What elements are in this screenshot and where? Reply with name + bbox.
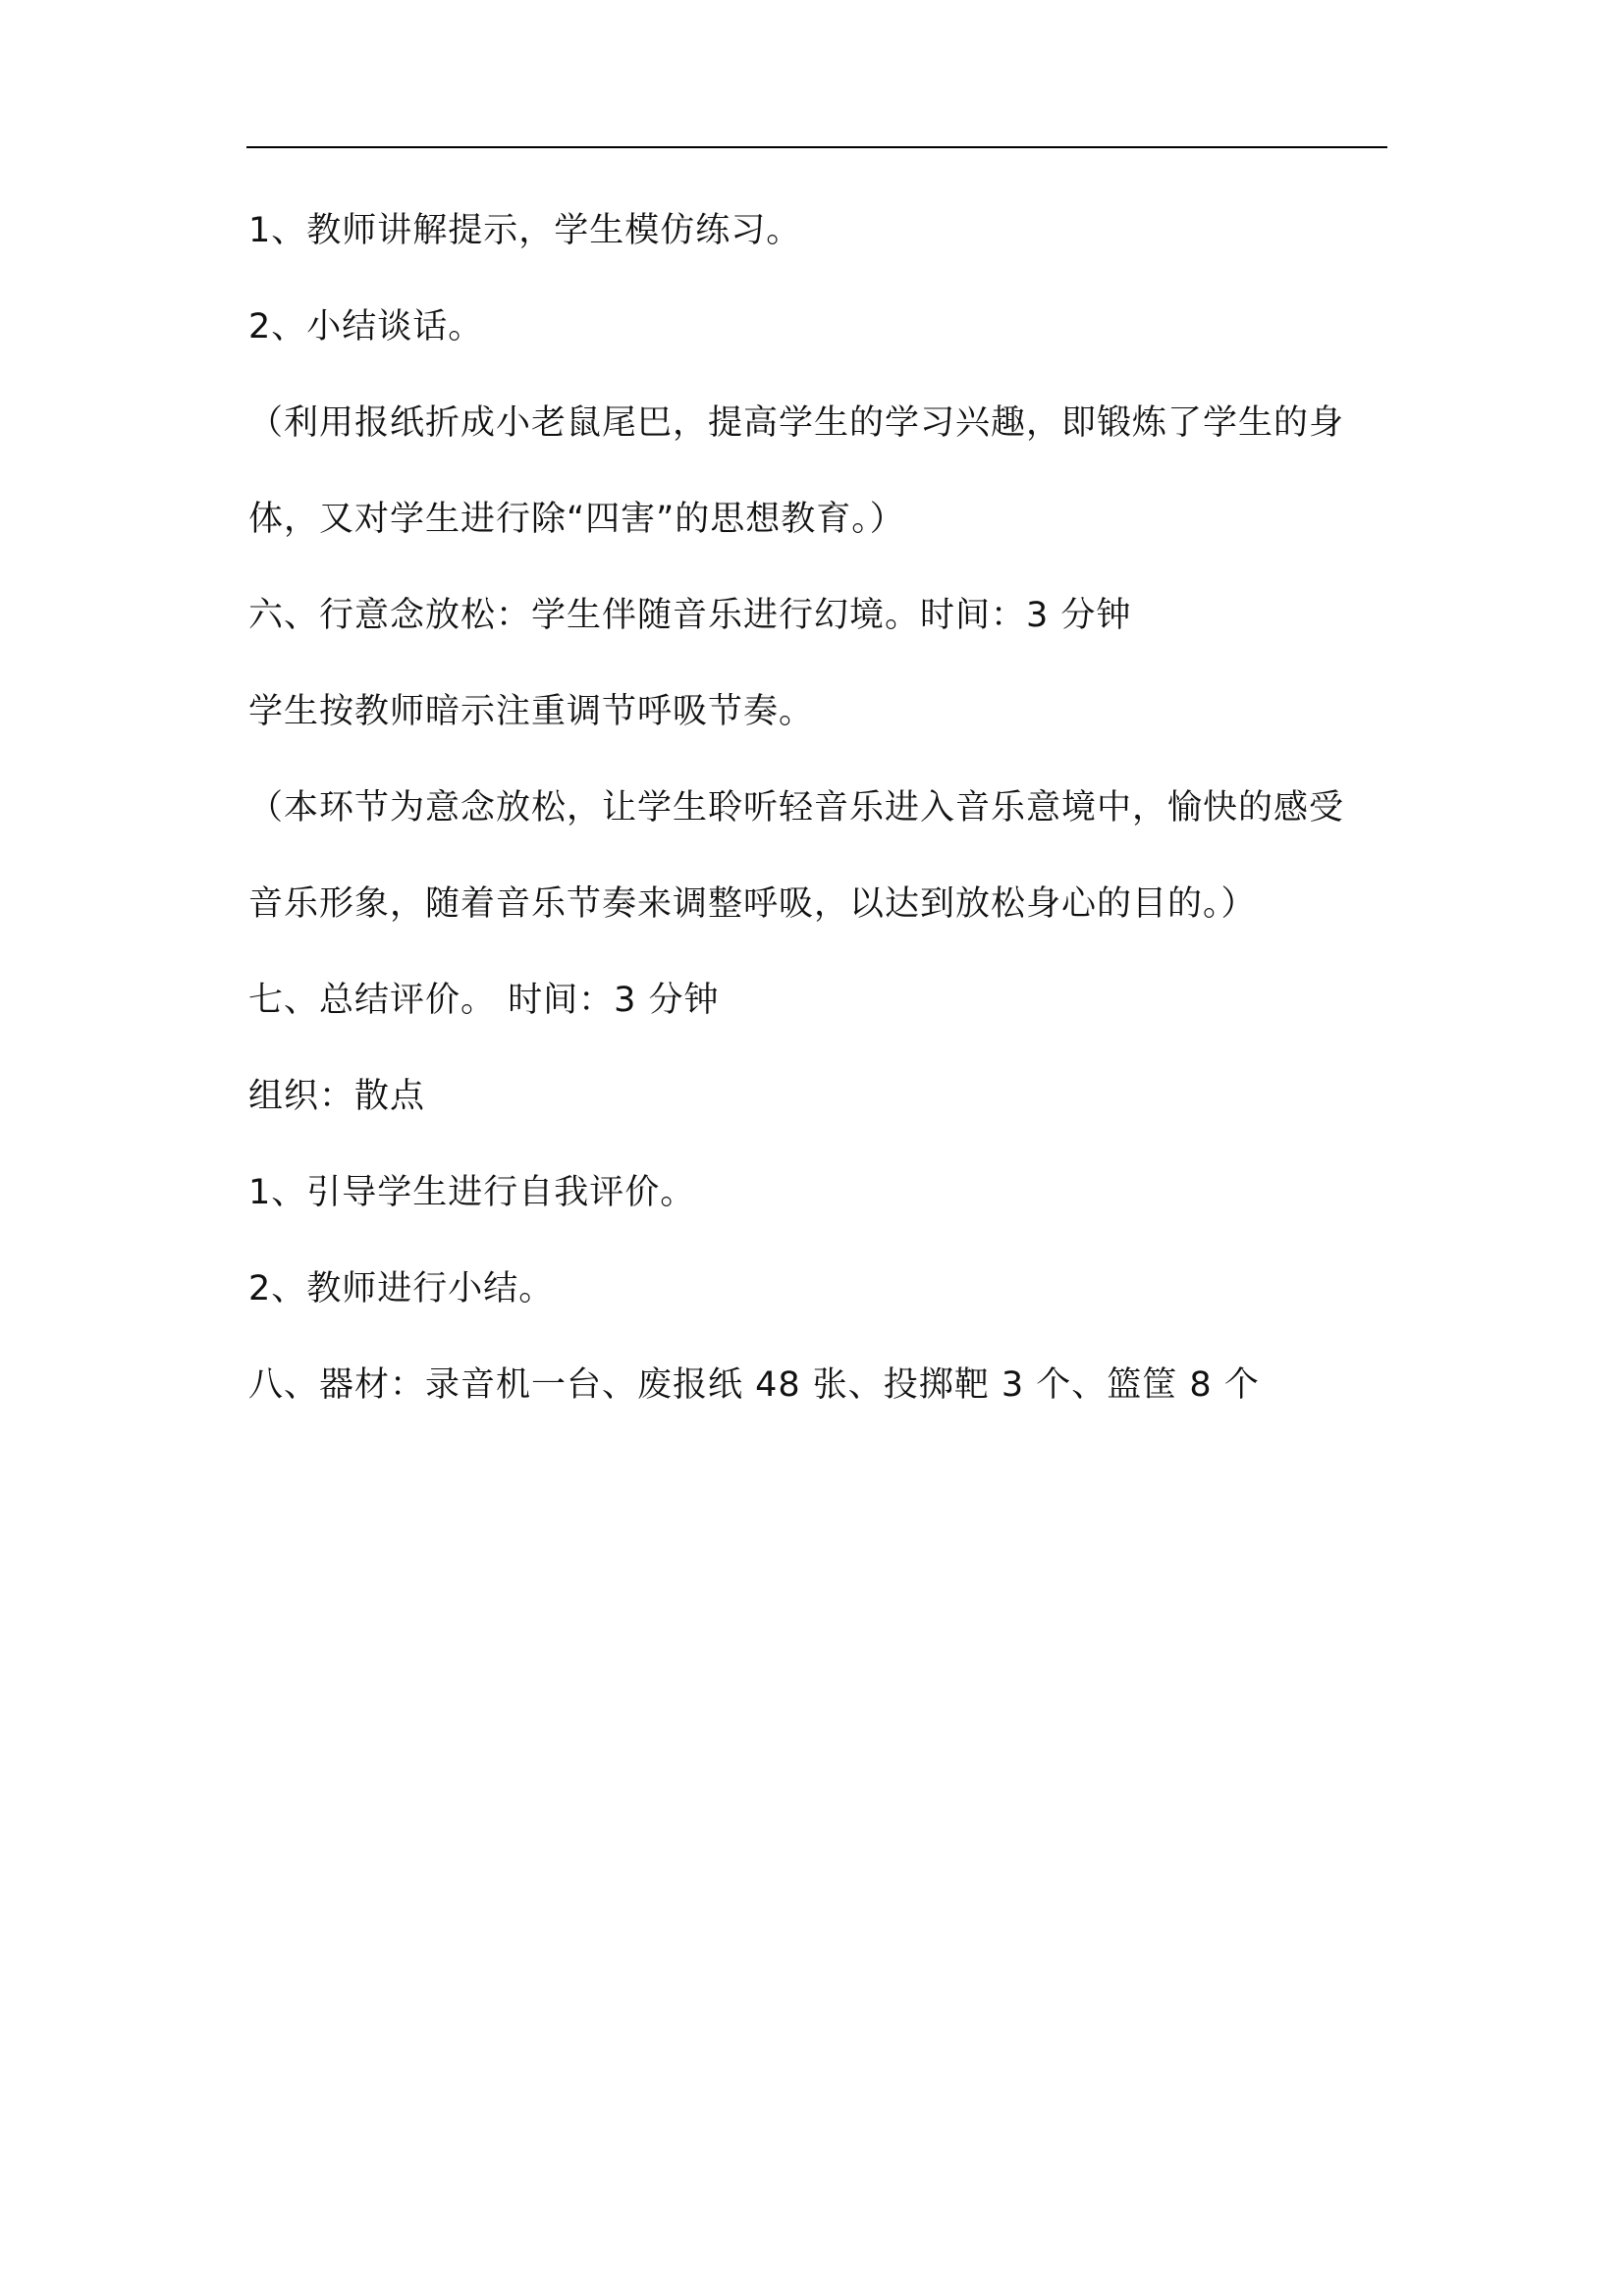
section-7-organization: 组织：散点 — [248, 1077, 426, 1116]
note-paragraph-1-line-1: （利用报纸折成小老鼠尾巴，提高学生的学习兴趣，即锻炼了学生的身 — [248, 403, 1345, 443]
note-paragraph-2-line-1: （本环节为意念放松，让学生聆听轻音乐进入音乐意境中，愉快的感受 — [248, 788, 1345, 828]
section-8-equipment: 八、器材：录音机一台、废报纸 48 张、投掷靶 3 个、篮筐 8 个 — [248, 1365, 1260, 1405]
note-paragraph-1-line-2: 体，又对学生进行除“四害”的思想教育。） — [248, 500, 905, 539]
document-body — [248, 211, 1387, 1405]
section-7-heading: 七、总结评价。 时间：3 分钟 — [248, 981, 720, 1020]
header-rule — [246, 146, 1387, 148]
section-6-instruction: 学生按教师暗示注重调节呼吸节奏。 — [248, 692, 815, 731]
step-1-explain: 1、教师讲解提示，学生模仿练习。 — [248, 211, 802, 250]
section-7-step-2: 2、教师进行小结。 — [248, 1269, 555, 1308]
step-2-summary-talk: 2、小结谈话。 — [248, 307, 484, 347]
section-7-step-1: 1、引导学生进行自我评价。 — [248, 1173, 696, 1212]
section-6-heading: 六、行意念放松：学生伴随音乐进行幻境。时间：3 分钟 — [248, 596, 1132, 635]
note-paragraph-2-line-2: 音乐形象，随着音乐节奏来调整呼吸，以达到放松身心的目的。） — [248, 884, 1257, 924]
